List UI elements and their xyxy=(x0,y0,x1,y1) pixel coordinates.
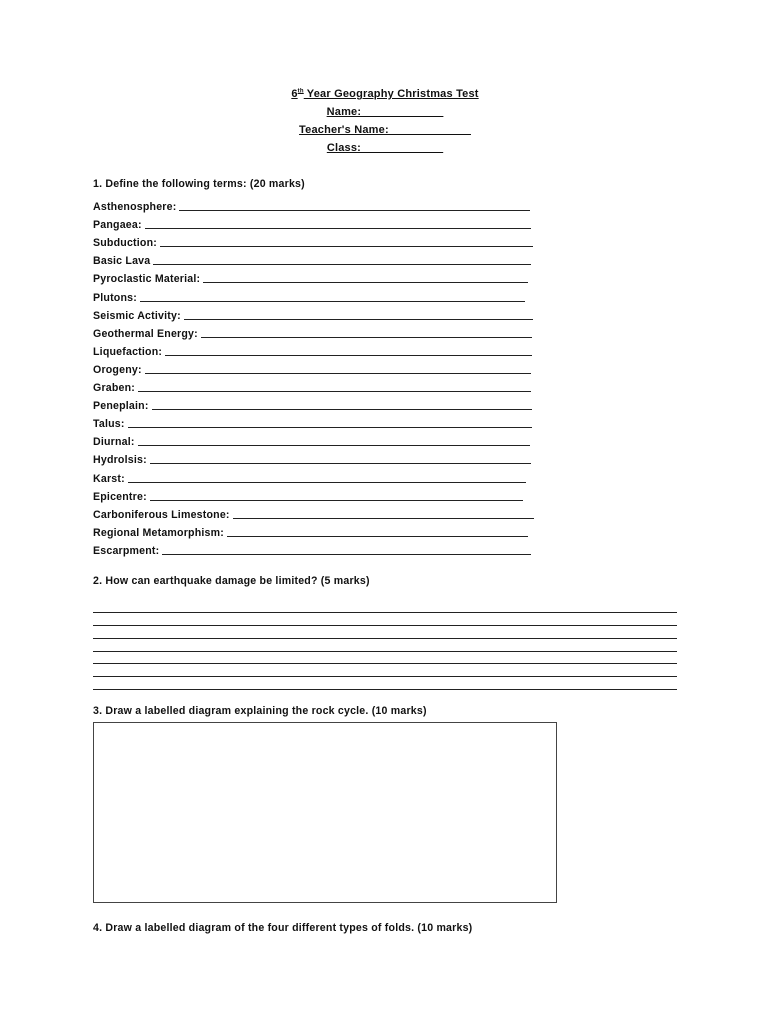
term-row xyxy=(93,430,543,448)
term-answer-line[interactable] xyxy=(150,500,523,501)
term-answer-line[interactable] xyxy=(162,554,531,555)
term-answer-line[interactable] xyxy=(145,373,531,374)
term-label: Diurnal: xyxy=(93,436,135,449)
term-label: Seismic Activity: xyxy=(93,309,181,322)
term-label: Karst: xyxy=(93,472,125,485)
answer-line[interactable] xyxy=(93,613,677,626)
teacher-name-label: Teacher's Name:_____________ xyxy=(299,124,471,136)
term-row xyxy=(93,448,543,466)
teacher-name-field[interactable] xyxy=(0,124,770,136)
term-label: Pyroclastic Material: xyxy=(93,273,201,286)
term-answer-line[interactable] xyxy=(152,409,532,410)
title-ordinal: th xyxy=(297,88,304,95)
term-answer-line[interactable] xyxy=(201,337,532,338)
answer-line[interactable] xyxy=(93,677,677,690)
term-answer-line[interactable] xyxy=(138,391,531,392)
term-row xyxy=(93,466,543,484)
term-row xyxy=(93,503,543,521)
term-label: Epicentre: xyxy=(93,490,147,503)
test-title xyxy=(0,88,770,100)
term-label: Graben: xyxy=(93,382,136,395)
term-row xyxy=(93,521,543,539)
term-label: Basic Lava xyxy=(93,255,151,268)
term-row xyxy=(93,394,543,412)
term-label: Regional Metamorphism: xyxy=(93,526,224,539)
term-row xyxy=(93,195,543,213)
term-row xyxy=(93,485,543,503)
question-2-answer-lines[interactable] xyxy=(93,600,677,690)
term-label: Orogeny: xyxy=(93,363,142,376)
term-row xyxy=(93,267,543,285)
class-field[interactable] xyxy=(0,142,770,154)
term-label: Peneplain: xyxy=(93,400,149,413)
term-answer-line[interactable] xyxy=(184,319,533,320)
term-label: Asthenosphere: xyxy=(93,201,177,214)
answer-line[interactable] xyxy=(93,639,677,652)
answer-line[interactable] xyxy=(93,664,677,677)
answer-line[interactable] xyxy=(93,626,677,639)
term-row xyxy=(93,412,543,430)
rock-cycle-drawing-box[interactable] xyxy=(93,722,557,903)
term-answer-line[interactable] xyxy=(233,518,534,519)
name-field[interactable] xyxy=(0,106,770,118)
term-answer-line[interactable] xyxy=(227,536,528,537)
term-label: Carboniferous Limestone: xyxy=(93,508,230,521)
term-answer-line[interactable] xyxy=(140,301,525,302)
question-2-heading: 2. How can earthquake damage be limited? (5 marks) xyxy=(93,575,370,587)
question-1-heading: 1. Define the following terms: (20 marks) xyxy=(93,178,305,190)
term-row xyxy=(93,322,543,340)
term-answer-line[interactable] xyxy=(138,445,530,446)
term-answer-line[interactable] xyxy=(128,427,532,428)
term-row xyxy=(93,213,543,231)
term-row xyxy=(93,304,543,322)
term-answer-line[interactable] xyxy=(150,463,531,464)
answer-line[interactable] xyxy=(93,600,677,613)
term-answer-line[interactable] xyxy=(145,228,531,229)
term-row xyxy=(93,376,543,394)
term-answer-line[interactable] xyxy=(179,210,530,211)
term-list xyxy=(93,195,543,557)
term-row xyxy=(93,340,543,358)
term-label: Talus: xyxy=(93,418,125,431)
term-label: Subduction: xyxy=(93,237,157,250)
term-answer-line[interactable] xyxy=(160,246,533,247)
term-row xyxy=(93,358,543,376)
question-4-heading: 4. Draw a labelled diagram of the four different types of folds. (10 marks) xyxy=(93,922,473,934)
term-answer-line[interactable] xyxy=(128,482,526,483)
term-label: Pangaea: xyxy=(93,219,142,232)
question-3-heading: 3. Draw a labelled diagram explaining the rock cycle. (10 marks) xyxy=(93,705,427,717)
term-label: Liquefaction: xyxy=(93,345,163,358)
name-label: Name:_____________ xyxy=(326,106,444,118)
term-row xyxy=(93,231,543,249)
term-answer-line[interactable] xyxy=(153,264,531,265)
class-label: Class:_____________ xyxy=(326,142,444,154)
title-text: Year Geography Christmas Test xyxy=(303,88,479,100)
term-label: Geothermal Energy: xyxy=(93,327,198,340)
term-row xyxy=(93,249,543,267)
answer-line[interactable] xyxy=(93,652,677,665)
term-row xyxy=(93,539,543,557)
title-number: 6 xyxy=(291,88,298,100)
term-answer-line[interactable] xyxy=(203,282,528,283)
term-answer-line[interactable] xyxy=(165,355,532,356)
term-row xyxy=(93,285,543,303)
term-label: Escarpment: xyxy=(93,544,160,557)
term-label: Hydrolsis: xyxy=(93,454,147,467)
term-label: Plutons: xyxy=(93,291,137,304)
